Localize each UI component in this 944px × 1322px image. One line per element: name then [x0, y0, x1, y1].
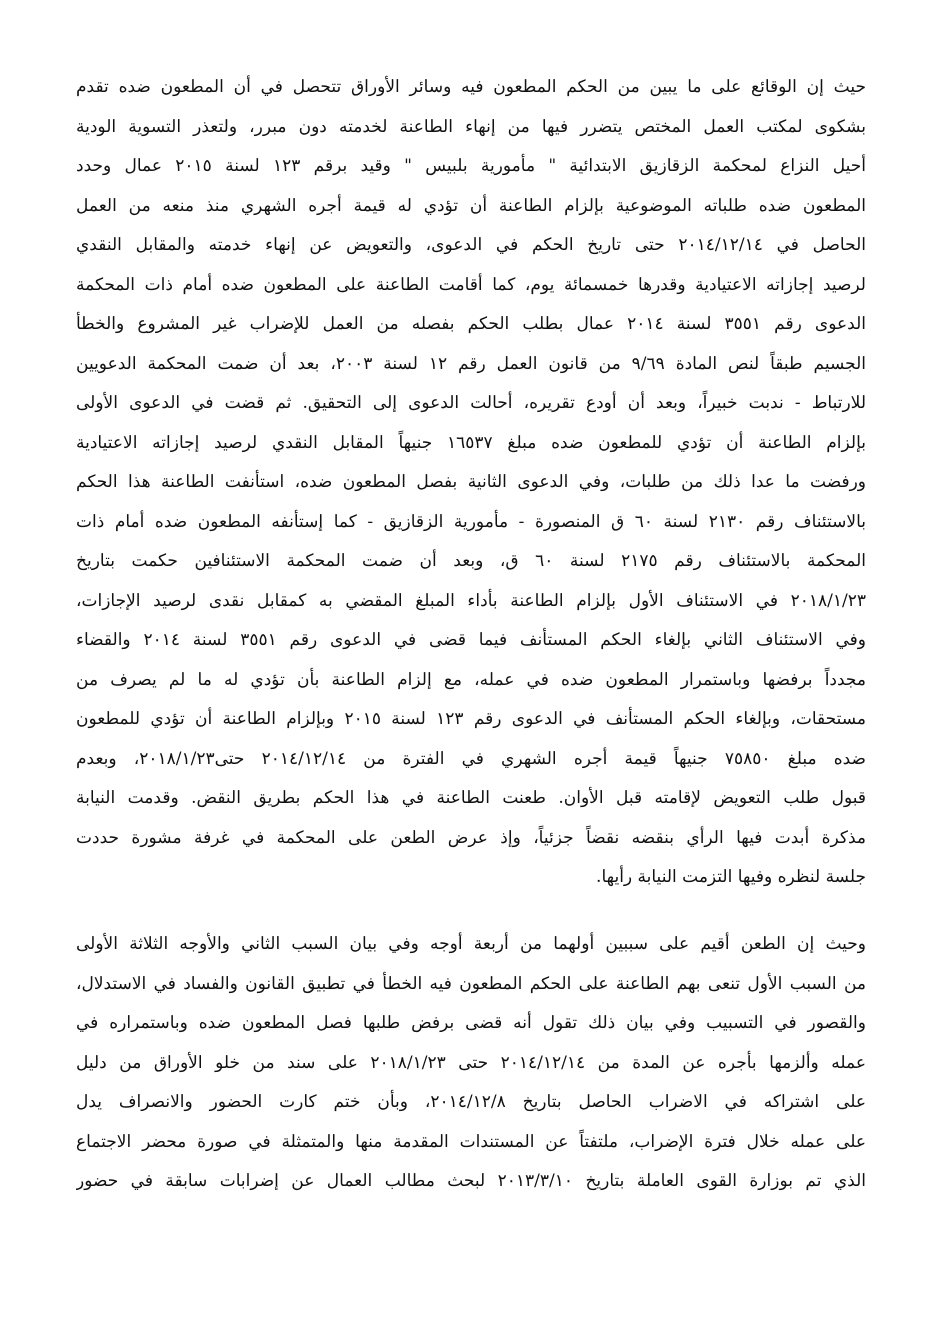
text-line: المطعون ضده طلباته الموضوعية بإلزام الطاعنة أن تؤدي له قيمة أجره الشهري منذ منعه من العمل: [76, 195, 866, 216]
text-line: الذي تم بوزارة القوى العاملة بتاريخ ٢٠١٣/٣/١٠ لبحث مطالب العمال عن إضرابات سابقة في حضور: [76, 1171, 866, 1191]
text-line: وفي الاستئناف الثاني بإلغاء الحكم المستأنف فيما قضى في الدعوى رقم ٣٥٥١ لسنة ٢٠١٤ والقضاء: [76, 630, 866, 650]
paragraph-facts: [76, 68, 866, 898]
text-line: عمله وألزمها بأجره عن المدة من ٢٠١٤/١٢/١٤ حتى ٢٠١٨/١/٢٣ على سند من خلو الأوراق من دليل: [76, 1052, 866, 1073]
text-line: جلسة لنظره وفيها التزمت النيابة رأيها.: [596, 867, 866, 887]
text-line: بإلزام الطاعنة أن تؤدي للمطعون ضده مبلغ ١٦٥٣٧ جنيهاً المقابل النقدي لرصيد إجازاته الاعتيادية: [76, 432, 866, 453]
text-line: على عمله خلال فترة الإضراب، ملتفتاً عن المستندات المقدمة منها والمتمثلة في صورة محضر الاجتماع: [76, 1131, 866, 1152]
text-line: على اشتراكه في الاضراب الحاصل بتاريخ ٢٠١٤/١٢/٨، وبأن ختم كارت الحضور والانصراف يدل: [76, 1092, 866, 1112]
text-line: ٢٠١٨/١/٢٣ في الاستئناف الأول بإلزام الطاعنة بأداء المبلغ المقضي به كمقابل نقدى لرصيد الإجازات،: [76, 590, 866, 611]
text-line: المحكمة بالاستئناف رقم ٢١٧٥ لسنة ٦٠ ق، وبعد أن ضمت المحكمة الاستئنافين حكمت بتاريخ: [76, 551, 866, 571]
text-line: مستحقات، وبإلغاء الحكم المستأنف في الدعوى رقم ١٢٣ لسنة ٢٠١٥ وبإلزام الطاعنة أن تؤدي للمطعون: [76, 709, 866, 729]
text-line: الحاصل في ٢٠١٤/١٢/١٤ حتى تاريخ الحكم في الدعوى، والتعويض عن إنهاء خدمته والمقابل النقدي: [76, 235, 866, 255]
text-line: الجسيم طبقاً لنص المادة ٩/٦٩ من قانون العمل رقم ١٢ لسنة ٢٠٠٣، بعد أن ضمت المحكمة الدعويين: [76, 353, 866, 374]
paragraph-grounds: [76, 925, 866, 1202]
text-line: بالاستئناف رقم ٢١٣٠ لسنة ٦٠ ق المنصورة - مأمورية الزقازيق - كما إستأنفه المطعون ضده أمام ذات: [76, 511, 866, 532]
text-line: ضده مبلغ ٧٥٨٥٠ جنيهاً قيمة أجره الشهري في الفترة من ٢٠١٤/١٢/١٤ حتى٢٠١٨/١/٢٣، وبعدم: [76, 748, 866, 769]
text-line: الدعوى رقم ٣٥٥١ لسنة ٢٠١٤ عمال بطلب الحكم بفصله من العمل للإضراب غير المشروع والخطأ: [76, 314, 866, 334]
text-line: بشكوى لمكتب العمل المختص يتضرر فيها من إنهاء الطاعنة لخدمته دون مبرر، ولتعذر التسوية الودية: [76, 116, 866, 137]
text-line: وحيث إن الطعن أقيم على سببين أولهما من أربعة أوجه وفي بيان السبب الثاني والأوجه الثلاثة الأولى: [76, 934, 866, 954]
text-line: قبول طلب التعويض لإقامته قبل الأوان. طعنت الطاعنة في هذا الحكم بطريق النقض. وقدمت النيابة: [76, 788, 866, 808]
text-line: مذكرة أبدت فيها الرأي بنقضه نقضاً جزئياً، وإذ عرض الطعن على المحكمة في غرفة مشورة حددت: [76, 827, 866, 848]
text-line: حيث إن الوقائع على ما يبين من الحكم المطعون فيه وسائر الأوراق تتحصل في أن المطعون ضده تقدم: [76, 77, 866, 97]
text-line: من السبب الأول تنعى بهم الطاعنة على الحكم المطعون فيه الخطأ في تطبيق القانون والفساد في الاستدلال،: [76, 973, 866, 994]
text-line: للارتباط - ندبت خبيراً، وبعد أن أودع تقريره، أحالت الدعوى إلى التحقيق. ثم قضت في الدعوى الأولى: [76, 393, 866, 413]
text-line: ورفضت ما عدا ذلك من طلبات، وفي الدعوى الثانية بفصل المطعون ضده، استأنفت الطاعنة هذا الحكم: [76, 472, 866, 492]
text-line: أحيل النزاع لمحكمة الزقازيق الابتدائية " مأمورية بلبيس " وقيد برقم ١٢٣ لسنة ٢٠١٥ عمال وحدد: [76, 156, 866, 176]
text-line: والقصور في التسبيب وفي بيان ذلك تقول أنه قضى برفض طلبها فصل المطعون ضده وباستمراره في: [76, 1013, 866, 1033]
text-line: لرصيد إجازاته الاعتيادية وقدرها خمسمائة يوم، كما أقامت الطاعنة على المطعون ضده أمام ذات المحكمة: [76, 274, 866, 295]
text-line: مجدداً برفضها وباستمرار المطعون ضده في عمله، مع إلزام الطاعنة بأن تؤدي له ما لم يصرف من: [76, 669, 866, 690]
